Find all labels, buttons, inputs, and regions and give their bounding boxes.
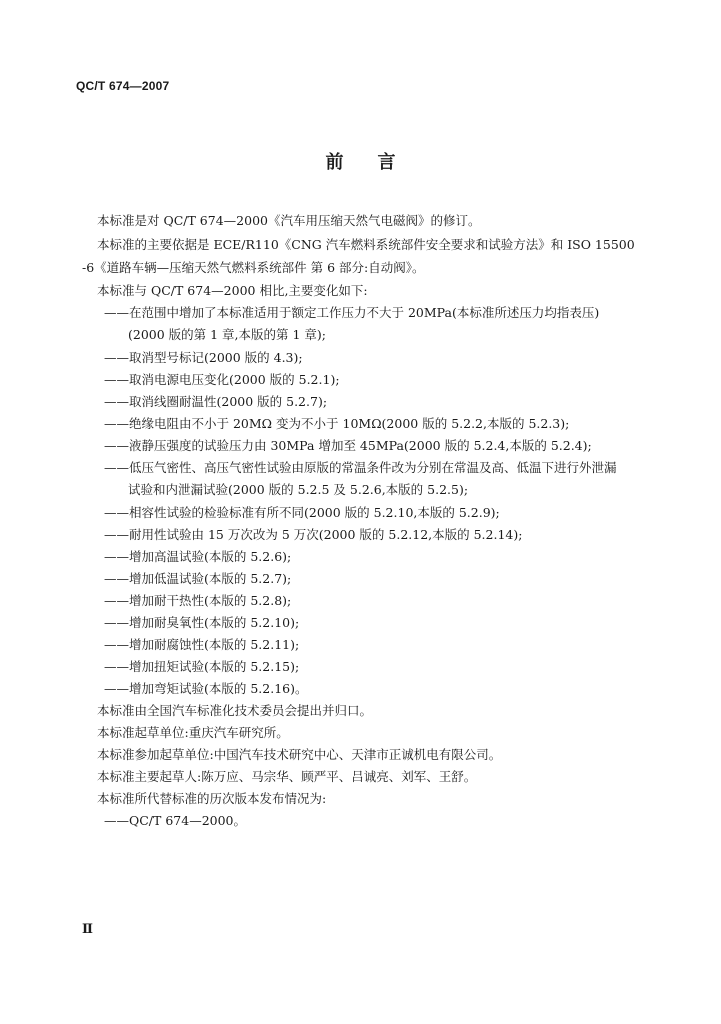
list-item: ——耐用性试验由 15 万次改为 5 万次(2000 版的 5.2.12,本版的 5.2.14); xyxy=(104,527,523,542)
paragraph-line: 本标准与 QC/T 674—2000 相比,主要变化如下: xyxy=(97,283,368,298)
list-item: ——在范围中增加了本标准适用于额定工作压力不大于 20MPa(本标准所述压力均指表压) xyxy=(104,305,600,320)
list-item-continuation: 试验和内泄漏试验(2000 版的 5.2.5 及 5.2.6,本版的 5.2.5); xyxy=(128,482,469,497)
paragraph-line: 本标准参加起草单位:中国汽车技术研究中心、天津市正诚机电有限公司。 xyxy=(97,747,502,762)
list-item: ——增加耐臭氧性(本版的 5.2.10); xyxy=(104,615,300,630)
list-item-continuation: (2000 版的第 1 章,本版的第 1 章); xyxy=(128,327,327,342)
paragraph-line: 本标准主要起草人:陈万应、马宗华、顾严平、吕诚亮、刘军、王舒。 xyxy=(97,769,477,784)
list-item: ——增加弯矩试验(本版的 5.2.16)。 xyxy=(104,681,308,696)
list-item: ——低压气密性、高压气密性试验由原版的常温条件改为分别在常温及高、低温下进行外泄漏 xyxy=(104,460,617,475)
paragraph-line: 本标准由全国汽车标准化技术委员会提出并归口。 xyxy=(97,703,373,718)
list-item: ——取消线圈耐温性(2000 版的 5.2.7); xyxy=(104,394,328,409)
list-item: ——相容性试验的检验标准有所不同(2000 版的 5.2.10,本版的 5.2.9); xyxy=(104,505,500,520)
list-item: ——取消型号标记(2000 版的 4.3); xyxy=(104,350,303,365)
page-number: Ⅱ xyxy=(82,922,93,937)
list-item: ——增加耐干热性(本版的 5.2.8); xyxy=(104,593,292,608)
paragraph-line: -6《道路车辆—压缩天然气燃料系统部件 第 6 部分:自动阀》。 xyxy=(82,260,425,275)
list-item: ——液静压强度的试验压力由 30MPa 增加至 45MPa(2000 版的 5.2.4,本版的 5.2.4); xyxy=(104,438,592,453)
list-item: ——取消电源电压变化(2000 版的 5.2.1); xyxy=(104,372,340,387)
list-item: ——增加耐腐蚀性(本版的 5.2.11); xyxy=(104,637,300,652)
paragraph-line: 本标准起草单位:重庆汽车研究所。 xyxy=(97,725,289,740)
paragraph-line: 本标准所代替标准的历次版本发布情况为: xyxy=(97,791,327,806)
list-item: ——增加扭矩试验(本版的 5.2.15); xyxy=(104,659,300,674)
list-item: ——增加低温试验(本版的 5.2.7); xyxy=(104,571,292,586)
list-item: ——QC/T 674—2000。 xyxy=(104,813,247,828)
paragraph-line: 本标准是对 QC/T 674—2000《汽车用压缩天然气电磁阀》的修订。 xyxy=(97,213,481,228)
list-item: ——绝缘电阻由不小于 20MΩ 变为不小于 10MΩ(2000 版的 5.2.2,本版的 5.2.3); xyxy=(104,416,570,431)
paragraph-line: 本标准的主要依据是 ECE/R110《CNG 汽车燃料系统部件安全要求和试验方法》和 ISO 15500 xyxy=(97,237,635,252)
standard-number: QC/T 674—2007 xyxy=(76,79,170,93)
page-title: 前言 xyxy=(325,152,430,173)
list-item: ——增加高温试验(本版的 5.2.6); xyxy=(104,549,292,564)
